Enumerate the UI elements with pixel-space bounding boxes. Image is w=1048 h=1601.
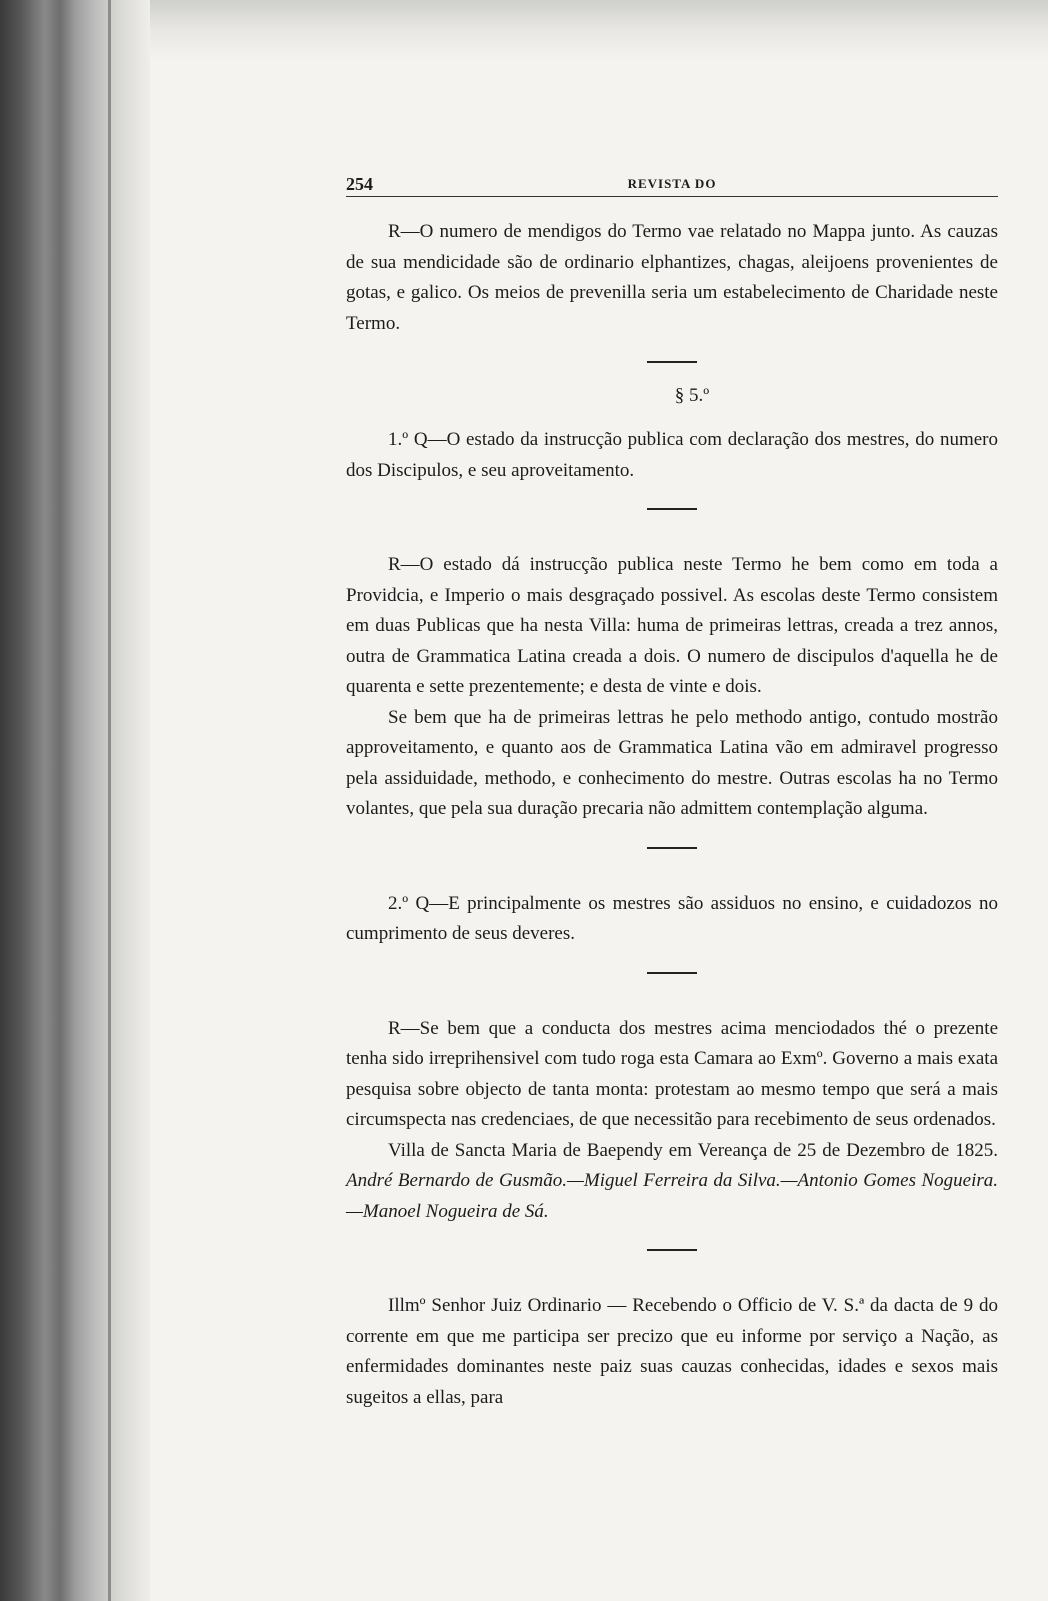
spacer [346,1273,998,1291]
separator-rule [647,847,697,849]
separator-rule [647,1249,697,1251]
running-head: REVISTA DO [627,176,717,191]
book-gutter-shadow [0,0,150,1601]
scan-top-shadow [150,0,1048,60]
question-paragraph-1: 1.º Q—O estado da instrucção publica com declaração dos mestres, do numero dos Discipulos, e seu aproveitamento. [346,429,998,481]
closing-signatures: André Bernardo de Gusmão.—Miguel Ferreira da Silva.—Antonio Gomes Nogueira.—Manoel Nogueira de Sá. [346,1170,998,1222]
answer-paragraph-1-continued: Se bem que ha de primeiras lettras he pelo methodo antigo, contudo mostrão approveitamento, e quanto aos de Grammatica Latina vão em admiravel progresso pela assiduidade, methodo, e conhecimento do mestre. Outras escolas ha no Termo volantes, que pela sua duração precaria não admittem contemplação alguma. [346,706,998,819]
page-number: 254 [346,174,373,194]
book-page [346,170,998,1413]
question-paragraph-2: 2.º Q—E principalmente os mestres são assiduos no ensino, e cuidadozos no cumprimento de seus deveres. [346,892,998,944]
closing-place-date: Villa de Sancta Maria de Baependy em Vereança de 25 de Dezembro de 1825. [388,1139,998,1161]
separator-rule [647,972,697,974]
spacer [346,532,998,550]
spacer [346,871,998,889]
section-heading: § 5.º [674,385,710,406]
page-header [346,170,998,197]
letter-paragraph: Illmº Senhor Juiz Ordinario — Recebendo o Officio de V. S.ª da dacta de 9 do corrente em que me participa ser precizo que eu informe por serviço a Nação, as enfermidades dominantes neste paiz suas cauzas conhecidas, idades e sexos mais sugeitos a ellas, para [346,1295,998,1408]
answer-paragraph-1: R—O estado dá instrucção publica neste Termo he bem como em toda a Providcia, e Imperio o mais desgraçado possivel. As escolas deste Termo consistem em duas Publicas que ha nesta Villa: huma de primeiras lettras, creada a trez annos, outra de Grammatica Latina creada a dois. O numero de discipulos d'aquella he de quarenta e sette prezentemente; e desta de vinte e dois. [346,554,998,697]
answer-paragraph-mendigos: R—O numero de mendigos do Termo vae relatado no Mappa junto. As cauzas de sua mendicidade são de ordinario elphantizes, chagas, aleijoens provenientes de gotas, e galico. Os meios de prevenilla seria um estabelecimento de Charidade neste Termo. [346,221,998,334]
separator-rule [647,508,697,510]
separator-rule [647,361,697,363]
spacer [346,996,998,1014]
binding-edge [108,0,111,1601]
closing-paragraph [346,1136,998,1228]
answer-paragraph-2: R—Se bem que a conducta dos mestres acima menciodados thé o prezente tenha sido irreprihensivel com tudo roga esta Camara ao Exmº. Governo a mais exata pesquisa sobre objecto de tanta monta: protestam ao mesmo tempo que será a mais circumspecta nas credenciaes, de que necessitão para recebimento de seus ordenados. [346,1017,998,1130]
